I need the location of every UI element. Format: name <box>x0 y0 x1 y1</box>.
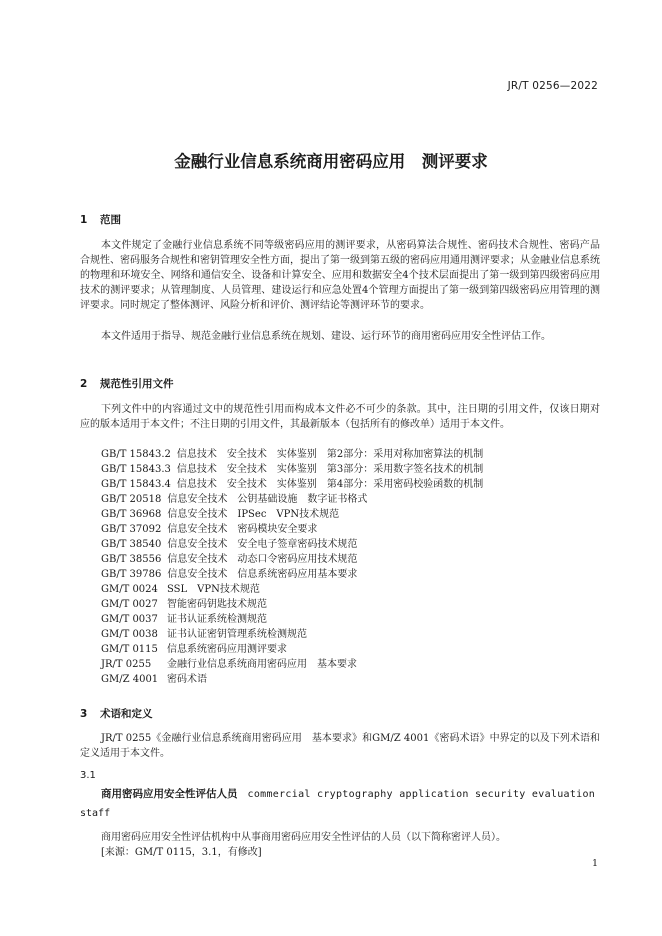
reference-item <box>101 582 483 597</box>
section-heading-terms <box>80 706 153 721</box>
reference-name: 智能密码钥匙技术规范 <box>167 599 267 610</box>
reference-code: GB/T 20518 <box>101 494 162 505</box>
reference-name: 信息安全技术 安全电子签章密码技术规范 <box>167 539 358 550</box>
section-heading-normative-refs <box>80 376 174 391</box>
term-definition: 商用密码应用安全性评估机构中从事商用密码应用安全性评估的人员（以下简称密评人员）。 <box>101 832 506 843</box>
reference-code: GM/Z 4001 <box>101 674 159 685</box>
reference-code: GM/T 0027 <box>101 599 158 610</box>
section-heading-scope <box>80 212 121 227</box>
reference-item <box>101 657 483 672</box>
section-number: 3 <box>80 708 88 720</box>
reference-code: GB/T 15843.2 <box>101 449 171 460</box>
reference-code: GM/T 0115 <box>101 644 158 655</box>
reference-code: GM/T 0038 <box>101 629 158 640</box>
reference-code: GB/T 15843.4 <box>101 479 171 490</box>
reference-item <box>101 477 483 492</box>
reference-item <box>101 567 483 582</box>
reference-name: 信息技术 安全技术 实体鉴别 第3部分：采用数字签名技术的机制 <box>176 464 484 475</box>
section-number: 2 <box>80 378 88 390</box>
reference-item <box>101 462 483 477</box>
reference-name: 证书认证密钥管理系统检测规范 <box>167 629 307 640</box>
reference-name: 信息安全技术 公钥基础设施 数字证书格式 <box>167 494 368 505</box>
reference-code: GB/T 37092 <box>101 524 162 535</box>
reference-name: 信息安全技术 IPSec VPN技术规范 <box>167 509 340 520</box>
reference-item <box>101 537 483 552</box>
terms-intro: JR/T 0255《金融行业信息系统商用密码应用 基本要求》和GM/Z 4001《密码术语》中界定的以及下列术语和定义适用于本文件。 <box>80 733 600 759</box>
section-number: 1 <box>80 214 88 226</box>
reference-name: 信息安全技术 动态口令密码应用技术规范 <box>167 554 358 565</box>
reference-code: GB/T 36968 <box>101 509 162 520</box>
term-entry <box>101 786 595 801</box>
reference-item <box>101 612 483 627</box>
reference-name: 信息系统密码应用测评要求 <box>167 644 287 655</box>
reference-item <box>101 642 483 657</box>
reference-item <box>101 507 483 522</box>
reference-item <box>101 492 483 507</box>
term-english-continued: staff <box>80 808 111 819</box>
reference-item <box>101 447 483 462</box>
normative-refs-intro: 下列文件中的内容通过文中的规范性引用而构成本文件必不可少的条款。其中，注日期的引用文件，仅该日期对应的版本适用于本文件；不注日期的引用文件，其最新版本（包括所有的修改单）适用于本文件。 <box>80 404 600 430</box>
page-number: 1 <box>591 858 598 869</box>
reference-name: 密码术语 <box>167 674 207 685</box>
term-chinese: 商用密码应用安全性评估人员 <box>101 788 238 800</box>
reference-item <box>101 522 483 537</box>
standard-number: JR/T 0256—2022 <box>507 80 598 92</box>
reference-item <box>101 552 483 567</box>
reference-code: GB/T 38556 <box>101 554 162 565</box>
reference-name: 证书认证系统检测规范 <box>167 614 267 625</box>
scope-paragraph-2: 本文件适用于指导、规范金融行业信息系统在规划、建设、运行环节的商用密码应用安全性评估工作。 <box>101 331 551 342</box>
reference-code: GM/T 0037 <box>101 614 158 625</box>
reference-list <box>101 447 483 687</box>
reference-code: GB/T 39786 <box>101 569 162 580</box>
reference-name: SSL VPN技术规范 <box>167 584 260 595</box>
section-title: 术语和定义 <box>100 708 153 720</box>
reference-item <box>101 597 483 612</box>
reference-name: 金融行业信息系统商用密码应用 基本要求 <box>167 659 357 670</box>
reference-code: GB/T 38540 <box>101 539 162 550</box>
section-title: 规范性引用文件 <box>100 378 174 390</box>
term-source: [来源：GM/T 0115，3.1，有修改] <box>101 847 262 858</box>
section-title: 范围 <box>100 214 121 226</box>
reference-name: 信息技术 安全技术 实体鉴别 第2部分：采用对称加密算法的机制 <box>176 449 484 460</box>
reference-item <box>101 672 483 687</box>
reference-name: 信息安全技术 密码模块安全要求 <box>167 524 318 535</box>
scope-paragraph-1: 本文件规定了金融行业信息系统不同等级密码应用的测评要求，从密码算法合规性、密码技术合规性、密码产品合规性、密码服务合规性和密钥管理安全性方面，提出了第一级到第五级的密码应用通用测评要求；从金融业信息系统的物理和环境安全、网络和通信安全、设备和计算安全、应用和数据安全4个技术层面提出了第一级到第四级密码应用技术的测评要求；从管理制度、人员管理、建设运行和应急处置4个管理方面提出了第一级到第四级密码应用管理的测评要求。同时规定了整体测评、风险分析和评价、测评结论等测评环节的要求。 <box>80 240 600 311</box>
reference-item <box>101 627 483 642</box>
reference-name: 信息技术 安全技术 实体鉴别 第4部分：采用密码校验函数的机制 <box>176 479 484 490</box>
reference-code: GM/T 0024 <box>101 584 158 595</box>
reference-code: JR/T 0255 <box>101 659 152 670</box>
reference-name: 信息安全技术 信息系统密码应用基本要求 <box>167 569 358 580</box>
term-number: 3.1 <box>80 770 96 781</box>
term-english: commercial cryptography application security evaluation <box>247 789 596 800</box>
reference-code: GB/T 15843.3 <box>101 464 171 475</box>
document-title: 金融行业信息系统商用密码应用 测评要求 <box>174 152 488 171</box>
